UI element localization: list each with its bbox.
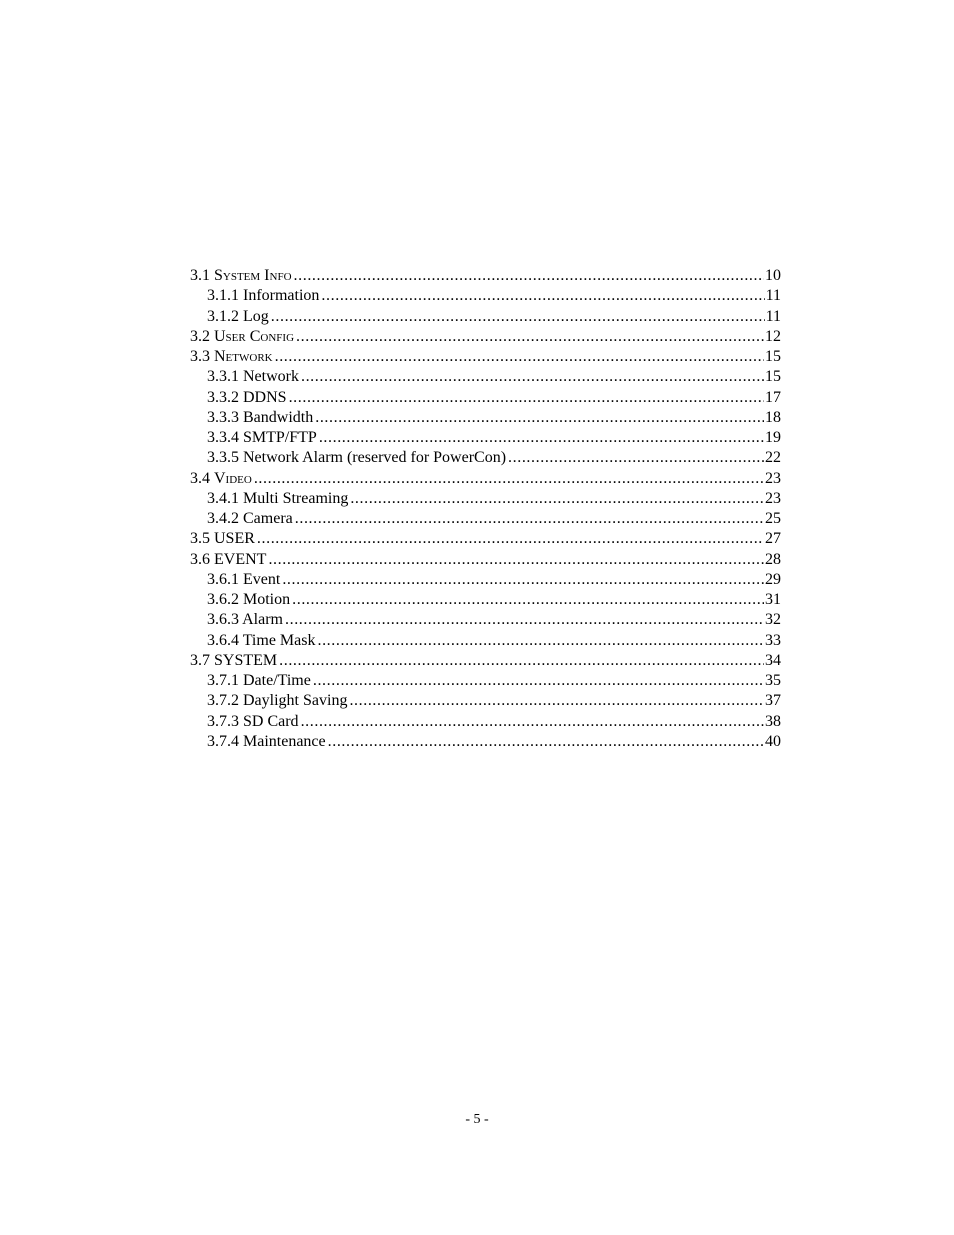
- toc-entry[interactable]: [190, 691, 781, 711]
- toc-entry-number: 3.6.4: [207, 631, 239, 649]
- toc-entry-title: [207, 631, 315, 651]
- toc-entry-title: [207, 712, 299, 732]
- toc-entry-title: [190, 327, 294, 347]
- toc-entry[interactable]: [190, 327, 781, 347]
- toc-entry-title: [207, 509, 293, 529]
- toc-entry-title: [207, 671, 311, 691]
- toc-dot-leader: [349, 691, 764, 711]
- toc-entry-page: 18: [765, 408, 781, 426]
- toc-entry[interactable]: [190, 286, 781, 306]
- toc-entry-label: Network Alarm (reserved for PowerCon): [243, 449, 507, 467]
- toc-entry-label: Maintenance: [243, 732, 326, 750]
- toc-entry-label: Network: [214, 348, 273, 365]
- toc-entry-page: 17: [765, 388, 781, 406]
- toc-entry-page: 12: [765, 327, 781, 345]
- toc-entry-label: SMTP/FTP: [243, 429, 317, 446]
- toc-entry-number: 3.2: [190, 327, 210, 345]
- toc-entry[interactable]: [190, 428, 781, 448]
- toc-entry[interactable]: [190, 307, 781, 327]
- toc-entry-number: 3.5: [190, 530, 210, 548]
- toc-entry-number: 3.4.2: [207, 510, 239, 527]
- toc-entry-number: 3.6.3: [207, 611, 239, 629]
- toc-entry-number: 3.3.3: [207, 408, 239, 426]
- toc-entry-label: Event: [243, 570, 281, 588]
- toc-entry-page: 37: [765, 692, 781, 710]
- toc-entry-page: 28: [765, 550, 781, 568]
- toc-entry-title: [207, 367, 299, 387]
- toc-dot-leader: [508, 448, 764, 468]
- toc-entry-page: 31: [765, 591, 781, 608]
- toc-entry-title: [207, 590, 290, 610]
- toc-entry-label: Date/Time: [243, 672, 311, 689]
- toc-entry[interactable]: [190, 408, 781, 428]
- toc-entry-page: 35: [765, 672, 781, 689]
- toc-entry-label: Time Mask: [242, 631, 316, 649]
- toc-entry[interactable]: [190, 448, 781, 468]
- toc-dot-leader: [275, 347, 764, 367]
- toc-entry-title: [207, 489, 348, 509]
- toc-entry-label: System Info: [214, 267, 292, 284]
- toc-dot-leader: [268, 550, 764, 570]
- toc-entry-label: Daylight Saving: [243, 692, 348, 710]
- toc-entry[interactable]: [190, 388, 781, 408]
- toc-entry-page: 19: [765, 429, 781, 446]
- toc-entry[interactable]: [190, 266, 781, 286]
- toc-dot-leader: [295, 509, 764, 529]
- toc-entry[interactable]: [190, 489, 781, 509]
- toc-entry-title: [207, 307, 269, 327]
- toc-entry-number: 3.7.2: [207, 692, 239, 710]
- toc-entry-title: [207, 732, 326, 752]
- toc-entry-label: Bandwidth: [243, 408, 314, 426]
- toc-entry-page: 34: [765, 651, 781, 669]
- toc-entry-title: [207, 408, 313, 428]
- toc-entry-page: 27: [765, 530, 781, 548]
- toc-entry-page: 22: [765, 449, 781, 467]
- toc-entry-title: [207, 428, 317, 448]
- page-number: - 5 -: [465, 1112, 489, 1127]
- toc-entry-number: 3.7.3: [207, 712, 239, 730]
- toc-dot-leader: [350, 489, 764, 509]
- toc-entry-label: Multi Streaming: [243, 489, 349, 507]
- toc-entry-title: [190, 651, 277, 671]
- toc-entry[interactable]: [190, 570, 781, 590]
- toc-entry-label: Information: [243, 287, 320, 305]
- toc-entry-number: 3.6: [190, 550, 210, 568]
- toc-dot-leader: [301, 712, 764, 732]
- toc-entry[interactable]: [190, 732, 781, 752]
- toc-entry-number: 3.3.4: [207, 429, 239, 446]
- toc-entry[interactable]: [190, 651, 781, 671]
- toc-dot-leader: [315, 408, 764, 428]
- toc-entry-number: 3.3.5: [207, 449, 239, 467]
- toc-entry-page: 23: [765, 469, 781, 487]
- toc-dot-leader: [254, 469, 764, 489]
- toc-dot-leader: [271, 307, 765, 327]
- toc-dot-leader: [319, 428, 764, 448]
- toc-entry-page: 38: [765, 712, 781, 730]
- toc-entry-number: 3.1.2: [207, 307, 239, 325]
- toc-entry-title: [190, 266, 292, 286]
- toc-entry-label: Network: [243, 368, 299, 386]
- toc-entry-number: 3.3.1: [207, 368, 239, 386]
- toc-entry-title: [207, 448, 506, 468]
- toc-dot-leader: [289, 388, 764, 408]
- toc-entry[interactable]: [190, 590, 781, 610]
- toc-entry-label: Camera: [243, 510, 293, 527]
- toc-entry-title: [190, 469, 252, 489]
- toc-entry-number: 3.6.1: [207, 570, 239, 588]
- toc-entry[interactable]: [190, 671, 781, 691]
- toc-entry[interactable]: [190, 347, 781, 367]
- toc-entry-title: [207, 388, 287, 408]
- toc-entry-page: 23: [765, 489, 781, 507]
- toc-entry[interactable]: [190, 509, 781, 529]
- toc-dot-leader: [257, 529, 764, 549]
- toc-entry-number: 3.1.1: [207, 287, 239, 305]
- toc-entry[interactable]: [190, 469, 781, 489]
- toc-entry-page: 11: [765, 307, 781, 325]
- toc-dot-leader: [317, 631, 764, 651]
- toc-entry-label: Video: [214, 469, 252, 487]
- toc-dot-leader: [285, 610, 764, 630]
- toc-dot-leader: [296, 327, 764, 347]
- toc-entry-title: [207, 570, 280, 590]
- toc-entry-number: 3.4: [190, 469, 210, 487]
- toc-entry-number: 3.3.2: [207, 388, 239, 406]
- toc-entry-title: [190, 529, 255, 549]
- toc-dot-leader: [292, 590, 764, 610]
- toc-entry-title: [207, 691, 347, 711]
- table-of-contents: [190, 266, 781, 752]
- toc-entry-label: EVENT: [214, 550, 267, 568]
- toc-entry[interactable]: [190, 529, 781, 549]
- toc-dot-leader: [294, 266, 764, 286]
- toc-entry-number: 3.4.1: [207, 489, 239, 507]
- toc-dot-leader: [301, 367, 764, 387]
- toc-dot-leader: [282, 570, 764, 590]
- toc-entry-label: Log: [243, 307, 269, 325]
- toc-entry-number: 3.6.2: [207, 591, 239, 608]
- toc-entry-title: [190, 550, 266, 570]
- toc-entry-title: [207, 286, 319, 306]
- toc-entry-number: 3.7.4: [207, 732, 239, 750]
- toc-entry[interactable]: [190, 367, 781, 387]
- toc-entry-number: 3.7: [190, 651, 210, 669]
- toc-entry-page: 25: [765, 510, 781, 527]
- toc-entry-label: SD Card: [243, 712, 299, 730]
- toc-entry-number: 3.3: [190, 348, 210, 365]
- toc-entry-label: DDNS: [243, 388, 287, 406]
- toc-entry-page: 33: [765, 631, 781, 649]
- toc-entry-page: 29: [765, 570, 781, 588]
- toc-entry-label: Alarm: [242, 611, 283, 629]
- toc-entry-page: 40: [765, 732, 781, 750]
- toc-entry[interactable]: [190, 610, 781, 630]
- toc-entry-page: 15: [765, 348, 781, 365]
- toc-entry-title: [207, 610, 283, 630]
- toc-entry-page: 11: [765, 287, 781, 305]
- toc-entry-label: USER: [214, 530, 255, 548]
- toc-entry-number: 3.7.1: [207, 672, 239, 689]
- toc-dot-leader: [279, 651, 764, 671]
- toc-entry[interactable]: [190, 550, 781, 570]
- toc-entry-page: 10: [765, 267, 781, 284]
- toc-entry-label: Motion: [243, 591, 291, 608]
- toc-entry-page: 15: [765, 368, 781, 386]
- toc-dot-leader: [328, 732, 764, 752]
- toc-entry-title: [190, 347, 273, 367]
- toc-dot-leader: [313, 671, 764, 691]
- toc-entry-page: 32: [765, 611, 781, 629]
- toc-entry-label: User Config: [214, 327, 295, 345]
- toc-entry[interactable]: [190, 712, 781, 732]
- toc-entry[interactable]: [190, 631, 781, 651]
- toc-entry-number: 3.1: [190, 267, 210, 284]
- toc-dot-leader: [321, 286, 764, 306]
- toc-entry-label: SYSTEM: [214, 651, 278, 669]
